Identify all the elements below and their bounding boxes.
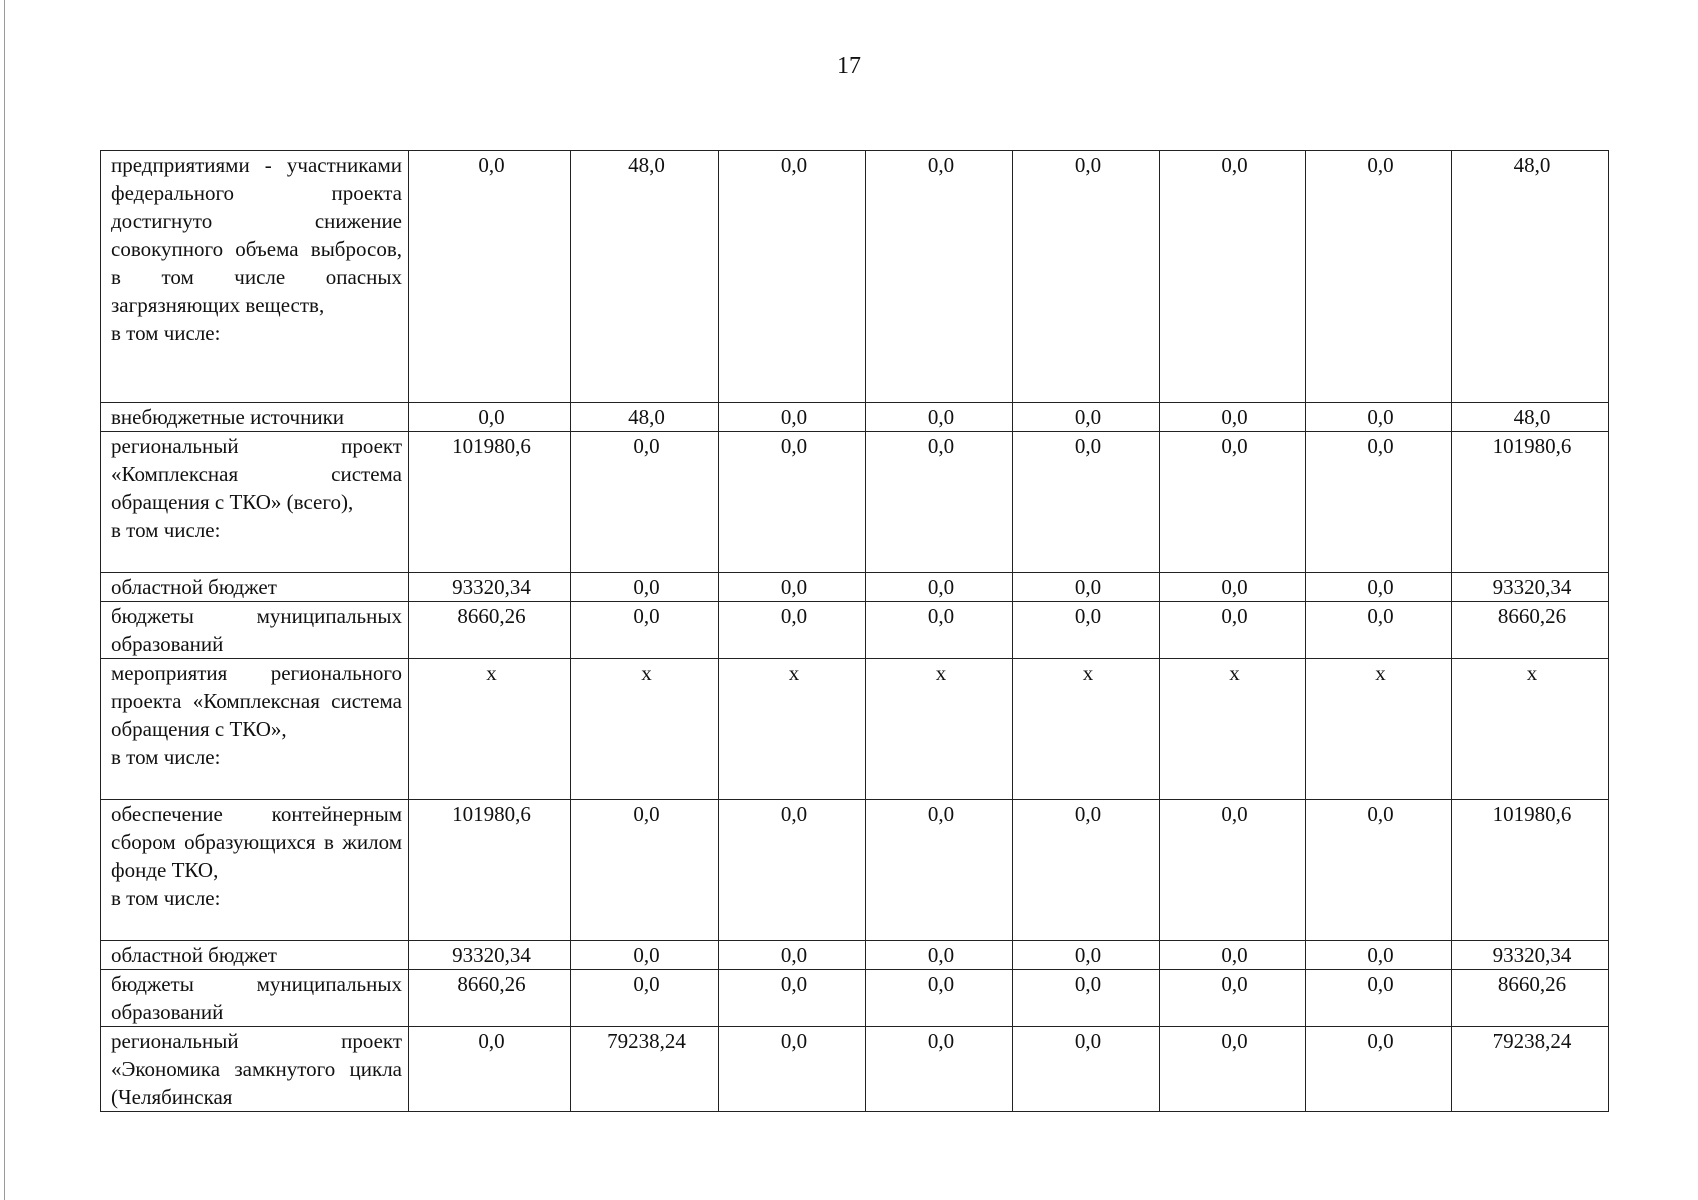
table-cell: 0,0 — [1306, 800, 1452, 941]
table-cell: 0,0 — [719, 941, 866, 970]
table-cell: 0,0 — [719, 151, 866, 403]
table-cell: x — [719, 659, 866, 800]
table-cell: 0,0 — [1013, 970, 1160, 1027]
table-cell: x — [866, 659, 1013, 800]
table-cell: 0,0 — [1306, 602, 1452, 659]
row-label: областной бюджет — [101, 573, 409, 602]
table-cell: 0,0 — [866, 1027, 1013, 1112]
row-label-tail: в том числе: — [111, 518, 221, 542]
row-label — [101, 800, 409, 941]
table-row — [101, 800, 1609, 941]
table-cell: 0,0 — [1013, 800, 1160, 941]
table-cell: 0,0 — [1013, 403, 1160, 432]
table-cell: 101980,6 — [409, 800, 571, 941]
budget-table — [100, 150, 1609, 1112]
table-row — [101, 432, 1609, 573]
table-cell: 8660,26 — [409, 602, 571, 659]
table-cell: 8660,26 — [1452, 602, 1609, 659]
table-cell: x — [1160, 659, 1306, 800]
row-label: областной бюджет — [101, 941, 409, 970]
table-cell: x — [1306, 659, 1452, 800]
table-row — [101, 602, 1609, 659]
table-cell: 0,0 — [571, 432, 719, 573]
table-cell: 0,0 — [866, 432, 1013, 573]
table-cell: 0,0 — [571, 941, 719, 970]
table-cell: 0,0 — [409, 1027, 571, 1112]
row-label-text: обеспечение контейнерным сбором образующихся в жилом фонде ТКО, — [111, 802, 402, 882]
table-row — [101, 1027, 1609, 1112]
page-number: 17 — [837, 53, 861, 79]
row-label-text: мероприятия регионального проекта «Комплексная система обращения с ТКО», — [111, 661, 402, 741]
table-cell: 0,0 — [719, 800, 866, 941]
table-cell: 0,0 — [1160, 941, 1306, 970]
table-cell: 0,0 — [866, 573, 1013, 602]
table-cell: 8660,26 — [1452, 970, 1609, 1027]
table-body — [101, 151, 1609, 1112]
table-cell: 0,0 — [1306, 1027, 1452, 1112]
row-label-tail: в том числе: — [111, 321, 221, 345]
table-cell: 93320,34 — [1452, 573, 1609, 602]
row-label-text: предприятиями - участниками федерального проекта достигнуто снижение совокупного объема выбросов, в том числе опасных загрязняющих веществ, — [111, 153, 402, 317]
table-cell: 0,0 — [1013, 573, 1160, 602]
row-label — [101, 659, 409, 800]
table-cell: 0,0 — [1013, 1027, 1160, 1112]
table-cell: 48,0 — [571, 151, 719, 403]
table-cell: x — [571, 659, 719, 800]
table-cell: 0,0 — [1306, 432, 1452, 573]
table-cell: 0,0 — [1160, 800, 1306, 941]
table-cell: 0,0 — [719, 970, 866, 1027]
table-cell: 0,0 — [571, 573, 719, 602]
table-cell: 79238,24 — [1452, 1027, 1609, 1112]
row-label: бюджеты муниципальных образований — [101, 602, 409, 659]
table-row — [101, 573, 1609, 602]
table-cell: 0,0 — [1160, 151, 1306, 403]
table-cell: x — [1452, 659, 1609, 800]
table-cell: 0,0 — [409, 151, 571, 403]
table-cell: 0,0 — [866, 800, 1013, 941]
row-label: бюджеты муниципальных образований — [101, 970, 409, 1027]
table-cell: x — [409, 659, 571, 800]
table-cell: 79238,24 — [571, 1027, 719, 1112]
row-label — [101, 432, 409, 573]
row-label: внебюджетные источники — [101, 403, 409, 432]
table-cell: 0,0 — [1013, 602, 1160, 659]
table-cell: 0,0 — [409, 403, 571, 432]
table-cell: 93320,34 — [409, 573, 571, 602]
table-cell: 0,0 — [1306, 403, 1452, 432]
table-cell: 0,0 — [1160, 1027, 1306, 1112]
table-cell: 8660,26 — [409, 970, 571, 1027]
table-cell: 0,0 — [571, 970, 719, 1027]
table-cell: 0,0 — [719, 403, 866, 432]
table-row — [101, 659, 1609, 800]
table-cell: 0,0 — [866, 602, 1013, 659]
table-cell: 0,0 — [866, 941, 1013, 970]
table-cell: 0,0 — [866, 970, 1013, 1027]
table-cell: 0,0 — [571, 602, 719, 659]
table-cell: 0,0 — [1013, 941, 1160, 970]
table-cell: 48,0 — [571, 403, 719, 432]
table-cell: 0,0 — [1306, 970, 1452, 1027]
table-cell: 0,0 — [1013, 151, 1160, 403]
row-label-text: региональный проект «Комплексная система обращения с ТКО» (всего), — [111, 434, 402, 514]
row-label-tail: в том числе: — [111, 886, 221, 910]
table-cell: 0,0 — [719, 602, 866, 659]
table-cell: 101980,6 — [1452, 800, 1609, 941]
row-label-tail: в том числе: — [111, 745, 221, 769]
table-row — [101, 151, 1609, 403]
table-cell: 0,0 — [866, 403, 1013, 432]
table-cell: 101980,6 — [409, 432, 571, 573]
table-cell: 48,0 — [1452, 151, 1609, 403]
table-cell: 0,0 — [1160, 432, 1306, 573]
table-cell: 93320,34 — [409, 941, 571, 970]
table-row — [101, 941, 1609, 970]
table-cell: 0,0 — [719, 573, 866, 602]
table-row — [101, 970, 1609, 1027]
table-cell: 0,0 — [719, 1027, 866, 1112]
table-cell: 0,0 — [719, 432, 866, 573]
row-label: региональный проект «Экономика замкнутого цикла (Челябинская — [101, 1027, 409, 1112]
scan-edge-line — [4, 0, 5, 1200]
table-cell: 0,0 — [1013, 432, 1160, 573]
table-cell: 0,0 — [1306, 151, 1452, 403]
table-cell: 101980,6 — [1452, 432, 1609, 573]
table-cell: 0,0 — [1306, 573, 1452, 602]
table-cell: x — [1013, 659, 1160, 800]
table-cell: 0,0 — [1306, 941, 1452, 970]
table-cell: 93320,34 — [1452, 941, 1609, 970]
table-cell: 0,0 — [1160, 602, 1306, 659]
table-row — [101, 403, 1609, 432]
table-cell: 0,0 — [1160, 970, 1306, 1027]
table-cell: 0,0 — [1160, 573, 1306, 602]
row-label — [101, 151, 409, 403]
table-cell: 48,0 — [1452, 403, 1609, 432]
table-cell: 0,0 — [571, 800, 719, 941]
table-cell: 0,0 — [866, 151, 1013, 403]
table-cell: 0,0 — [1160, 403, 1306, 432]
